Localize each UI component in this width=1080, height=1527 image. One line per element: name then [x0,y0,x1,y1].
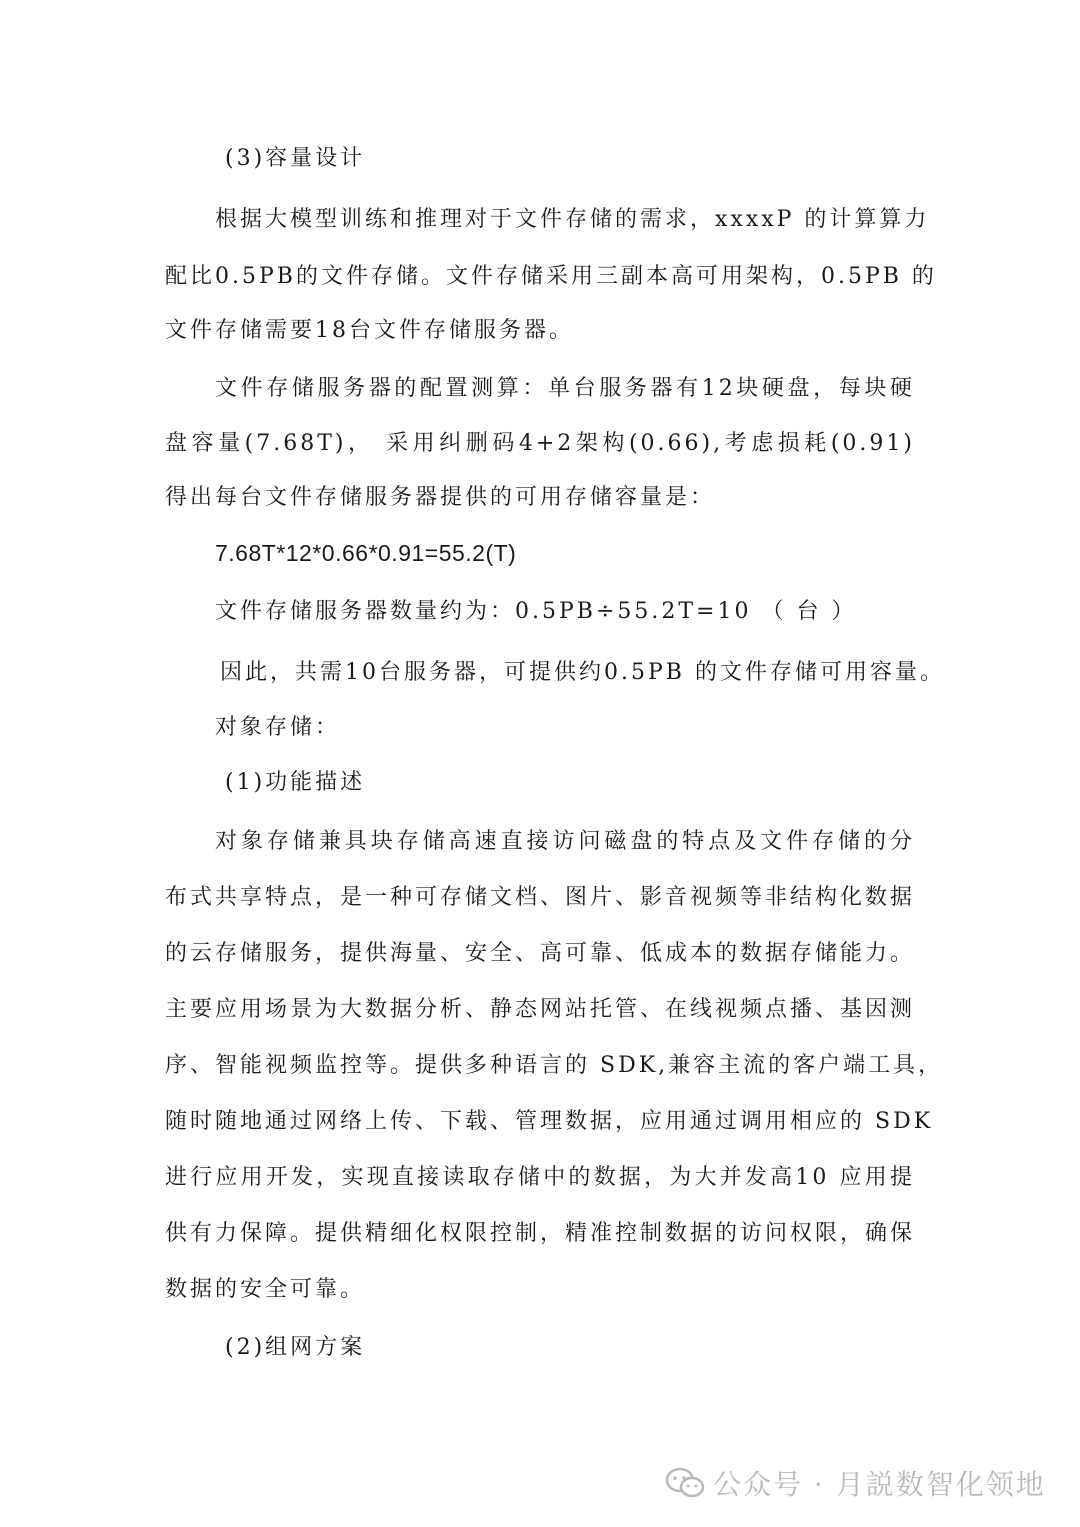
formula: 7.68T*12*0.66*0.91=55.2(T) [215,540,517,566]
watermark-text: 公众号 · 月説数智化领地 [713,1468,1046,1501]
watermark [665,1463,1055,1503]
heading-capacity-design: (3)容量设计 [225,146,366,171]
paragraph-line: 文件存储服务器数量约为：0.5PB÷55.2T=10 （ 台 ） [215,599,857,624]
paragraph-line: 因此，共需10台服务器，可提供约0.5PB 的文件存储可用容量。 [220,660,945,685]
paragraph-line: 对象存储兼具块存储高速直接访问磁盘的特点及文件存储的分 [215,829,915,854]
paragraph-line: 序、智能视频监控等。提供多种语言的 SDK,兼容主流的客户端工具， [165,1053,944,1078]
wechat-icon [665,1467,705,1499]
heading-network-plan: (2)组网方案 [225,1335,366,1360]
heading-function-description: (1)功能描述 [225,770,366,795]
paragraph-line: 主要应用场景为大数据分析、静态网站托管、在线视频点播、基因测 [165,997,916,1022]
paragraph-line: 文件存储需要18台文件存储服务器。 [165,318,574,343]
paragraph-line: 得出每台文件存储服务器提供的可用存储容量是： [165,485,716,510]
paragraph-line: 供有力保障。提供精细化权限控制，精准控制数据的访问权限，确保 [165,1221,916,1246]
paragraph-line: 根据大模型训练和推理对于文件存储的需求，xxxxP 的计算算力 [215,207,930,232]
paragraph-line: 随时随地通过网络上传、下载、管理数据，应用通过调用相应的 SDK [165,1109,934,1134]
paragraph-line: 盘容量(7.68T)， 采用纠删码4+2架构(0.66),考虑损耗(0.91) [165,431,915,456]
paragraph-line: 的云存储服务，提供海量、安全、高可靠、低成本的数据存储能力。 [165,941,916,966]
paragraph-line: 进行应用开发，实现直接读取存储中的数据，为大并发高10 应用提 [165,1165,915,1190]
paragraph-line: 配比0.5PB的文件存储。文件存储采用三副本高可用架构，0.5PB 的 [165,264,937,289]
paragraph-line: 布式共享特点，是一种可存储文档、图片、影音视频等非结构化数据 [165,885,916,910]
paragraph-line: 数据的安全可靠。 [165,1277,366,1302]
section-label-object-storage: 对象存储： [215,715,341,740]
paragraph-line: 文件存储服务器的配置测算：单台服务器有12块硬盘，每块硬 [215,376,915,401]
